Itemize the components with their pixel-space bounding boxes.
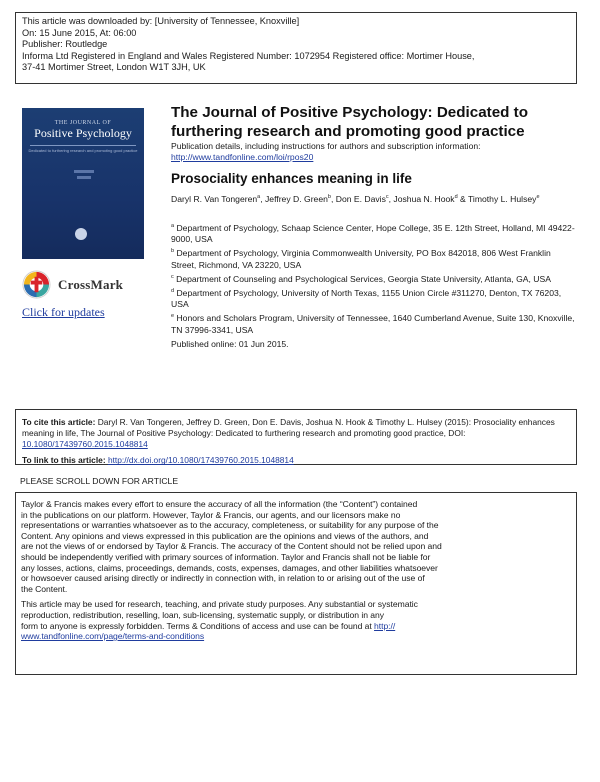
disclaimer-line: Taylor & Francis makes every effort to ensure the accuracy of all the information (the “Content”) contained (21, 499, 418, 509)
disclaimer-paragraph-1 (21, 499, 571, 594)
author-name: Jeffrey D. Green (265, 194, 328, 204)
affiliation-text: Honors and Scholars Program, University of Tennessee, 1640 Cumberland Avenue, Suite 130, Knoxville, TN 37996-3341, USA (171, 313, 575, 335)
crossmark-badge[interactable] (22, 270, 132, 302)
author-name: Timothy L. Hulsey (468, 194, 537, 204)
affiliation-sup: d (171, 288, 175, 295)
cite-label: To cite this article: (22, 417, 96, 427)
terms-link-part2[interactable]: www.tandfonline.com/page/terms-and-conditions (21, 631, 205, 642)
affiliation-sup: e (171, 313, 175, 320)
affiliation-sup: b (171, 248, 175, 255)
disclaimer-paragraph-2 (21, 599, 571, 641)
disclaimer-line: are not the views of or endorsed by Taylor & Francis. The accuracy of the Content should not be relied upon and (21, 541, 442, 552)
publication-details-text: Publication details, including instructions for authors and subscription information: (171, 141, 481, 151)
cover-publisher-logo (75, 228, 87, 240)
affiliation-sup: a (171, 223, 175, 230)
affiliation-list (171, 223, 576, 350)
publication-details (171, 141, 571, 162)
affiliation (171, 288, 576, 310)
cite-text: Daryl R. Van Tongeren, Jeffrey D. Green, Don E. Davis, Joshua N. Hook & Timothy L. Hulsey (2015): Prosociality enhances meaning in life, The Journal of Positive Psychology: Dedicated to furthering research and promoting good practice, DOI: (22, 417, 555, 438)
cover-title: Positive Psychology (34, 126, 132, 140)
link-label: To link to this article: (22, 455, 106, 466)
author-name: Joshua N. Hook (393, 194, 455, 204)
disclaimer-line: or howsoever caused arising directly or indirectly in connection with, in relation to or arising out of the use of (21, 573, 425, 584)
journal-url-link[interactable]: http://www.tandfonline.com/loi/rpos20 (171, 151, 314, 162)
author-affil-sup: d (454, 194, 458, 201)
download-notice-box (15, 12, 577, 84)
disclaimer-line: reproduction, redistribution, reselling, loan, sub-licensing, systematic supply, or distribution in any (21, 609, 384, 620)
author-affil-sup: e (536, 194, 540, 201)
disclaimer-box (15, 492, 577, 675)
crossmark-icon (22, 270, 51, 299)
author-separator: , (388, 194, 394, 204)
affiliation (171, 274, 576, 285)
affiliation-text: Department of Psychology, Virginia Commonwealth University, PO Box 842018, 806 West Franklin Street, Richmond, VA 23220, USA (171, 248, 551, 270)
download-line: Publisher: Routledge (22, 39, 108, 50)
citation-box (15, 409, 577, 465)
disclaimer-line (21, 631, 571, 642)
author-affil-sup: c (385, 194, 389, 201)
published-date: Published online: 01 Jun 2015. (171, 338, 289, 349)
author-affil-sup: b (327, 194, 331, 201)
disclaimer-line: any losses, actions, claims, proceedings, demands, costs, expenses, damages, and other liabilities whatsoever (21, 562, 438, 573)
author-separator: , (330, 194, 336, 204)
affiliation-text: Department of Psychology, Schaap Science Center, Hope College, 35 E. 12th Street, Holland, MI 49422-9000, USA (171, 223, 575, 245)
click-for-updates-link[interactable]: Click for updates (22, 305, 105, 319)
doi-link[interactable]: 10.1080/17439760.2015.1048814 (22, 438, 148, 449)
disclaimer-line: This article may be used for research, teaching, and private study purposes. Any substantial or systematic (21, 599, 418, 610)
affiliation (171, 248, 576, 270)
author-name: Daryl R. Van Tongeren (171, 194, 258, 204)
terms-link-part1[interactable]: http:// (374, 620, 396, 631)
journal-cover-image (22, 108, 144, 259)
cover-mark (77, 176, 91, 179)
disclaimer-line: in the publications on our platform. However, Taylor & Francis, our agents, and our licensors make no (21, 509, 401, 520)
affiliation-text: Department of Counseling and Psychological Services, Georgia State University, Atlanta, GA, USA (176, 273, 551, 284)
cover-subtitle: Dedicated to furthering research and promoting good practice (28, 148, 138, 153)
article-title: Prosociality enhances meaning in life (171, 171, 412, 186)
article-doi-url-link[interactable]: http://dx.doi.org/10.1080/17439760.2015.1048814 (107, 455, 294, 466)
download-line: This article was downloaded by: [University of Tennessee, Knoxville] (22, 16, 300, 26)
affiliation-sup: c (171, 273, 174, 280)
author-separator: & (457, 194, 468, 204)
download-line: 37-41 Mortimer Street, London W1T 3JH, UK (22, 62, 206, 73)
author-list (171, 194, 571, 206)
cover-mark (74, 170, 94, 173)
cover-top-text: THE JOURNAL OF (54, 120, 112, 126)
disclaimer-line: representations or warranties whatsoever as to the accuracy, completeness, or suitability for any purpose of the (21, 520, 439, 531)
disclaimer-line: Content. Any opinions and views expressed in this publication are the opinions and views of the authors, and (21, 530, 429, 541)
author-separator: , (260, 194, 265, 204)
download-line: On: 15 June 2015, At: 06:00 (22, 27, 137, 38)
disclaimer-line: should be independently verified with primary sources of information. Taylor and Francis shall not be liable for (21, 551, 431, 562)
affiliation (171, 223, 576, 245)
scroll-notice: PLEASE SCROLL DOWN FOR ARTICLE (20, 476, 179, 486)
disclaimer-text: form to anyone is expressly forbidden. Terms & Conditions of access and use can be found at (21, 620, 372, 631)
journal-title: The Journal of Positive Psychology: Dedicated to furthering research and promoting good practice (171, 104, 528, 140)
cite-block (22, 417, 570, 449)
disclaimer-line (21, 621, 571, 632)
affiliation-text: Department of Psychology, University of North Texas, 1155 Union Circle #311270, Denton, TX 76203, USA (171, 288, 562, 310)
affiliation (171, 313, 576, 335)
author-affil-sup: a (257, 194, 261, 201)
disclaimer-line: the Content. (21, 583, 68, 594)
cover-rule (30, 145, 136, 146)
download-line: Informa Ltd Registered in England and Wales Registered Number: 1072954 Registered office: Mortimer House, (22, 50, 475, 61)
article-link-row (22, 455, 570, 466)
author-name: Don E. Davis (335, 194, 386, 204)
crossmark-label: CrossMark (58, 277, 124, 292)
